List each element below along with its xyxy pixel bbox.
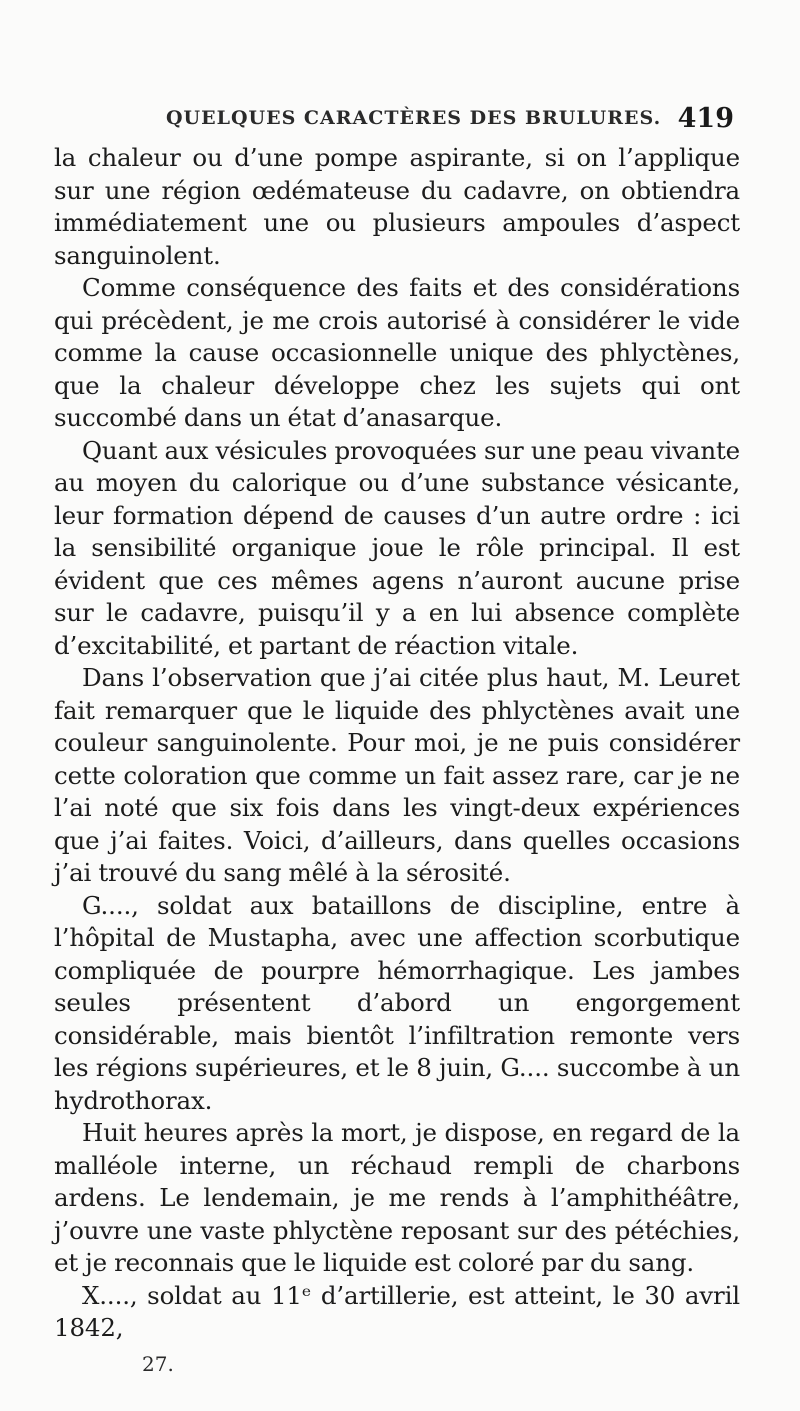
paragraph: Huit heures après la mort, je dispose, en regard de la malléole interne, un réchaud rempli de charbons ardens. Le lendemain, je me rends à l’amphithéâtre, j’ouvre une vaste phlyctène reposant sur des pétéchies, et je reconnais que le liquide est coloré par du sang. <box>54 1118 740 1277</box>
running-title: QUELQUES CARACTÈRES DES BRULURES. <box>166 107 662 129</box>
running-head <box>48 103 738 139</box>
paragraph: Comme conséquence des faits et des considérations qui précèdent, je me crois autorisé à considérer le vide comme la cause occasionnelle unique des phlyctènes, que la chaleur développe chez les sujets qui ont succombé dans un état d’anasarque. <box>54 273 740 432</box>
body-text <box>54 142 740 1345</box>
paragraph: G...., soldat aux bataillons de discipline, entre à l’hôpital de Mustapha, avec une affection scorbutique compliquée de pourpre hémorrhagique. Les jambes seules présentent d’abord un engorgement considérable, mais bientôt l’infiltration remonte vers les régions supérieures, et le 8 juin, G.... succombe à un hydrothorax. <box>54 890 740 1115</box>
paragraph: X...., soldat au 11ᵉ d’artillerie, est atteint, le 30 avril 1842, <box>54 1280 740 1342</box>
signature-mark: 27. <box>142 1352 174 1376</box>
paragraph-continued: la chaleur ou d’une pompe aspirante, si on l’applique sur une région œdémateuse du cadavre, on obtiendra immédiatement une ou plusieurs ampoules d’aspect sanguinolent. <box>54 143 740 270</box>
page-number: 419 <box>677 103 734 134</box>
paragraph: Dans l’observation que j’ai citée plus haut, M. Leuret fait remarquer que le liquide des phlyctènes avait une couleur sanguinolente. Pour moi, je ne puis considérer cette coloration que comme un fait assez rare, car je ne l’ai noté que six fois dans les vingt-deux expériences que j’ai faites. Voici, d’ailleurs, dans quelles occasions j’ai trouvé du sang mêlé à la sérosité. <box>54 663 740 887</box>
paragraph: Quant aux vésicules provoquées sur une peau vivante au moyen du calorique ou d’une substance vésicante, leur formation dépend de causes d’un autre ordre : ici la sensibilité organique joue le rôle principal. Il est évident que ces mêmes agens n’auront aucune prise sur le cadavre, puisqu’il y a en lui absence complète d’excitabilité, et partant de réaction vitale. <box>54 435 740 660</box>
